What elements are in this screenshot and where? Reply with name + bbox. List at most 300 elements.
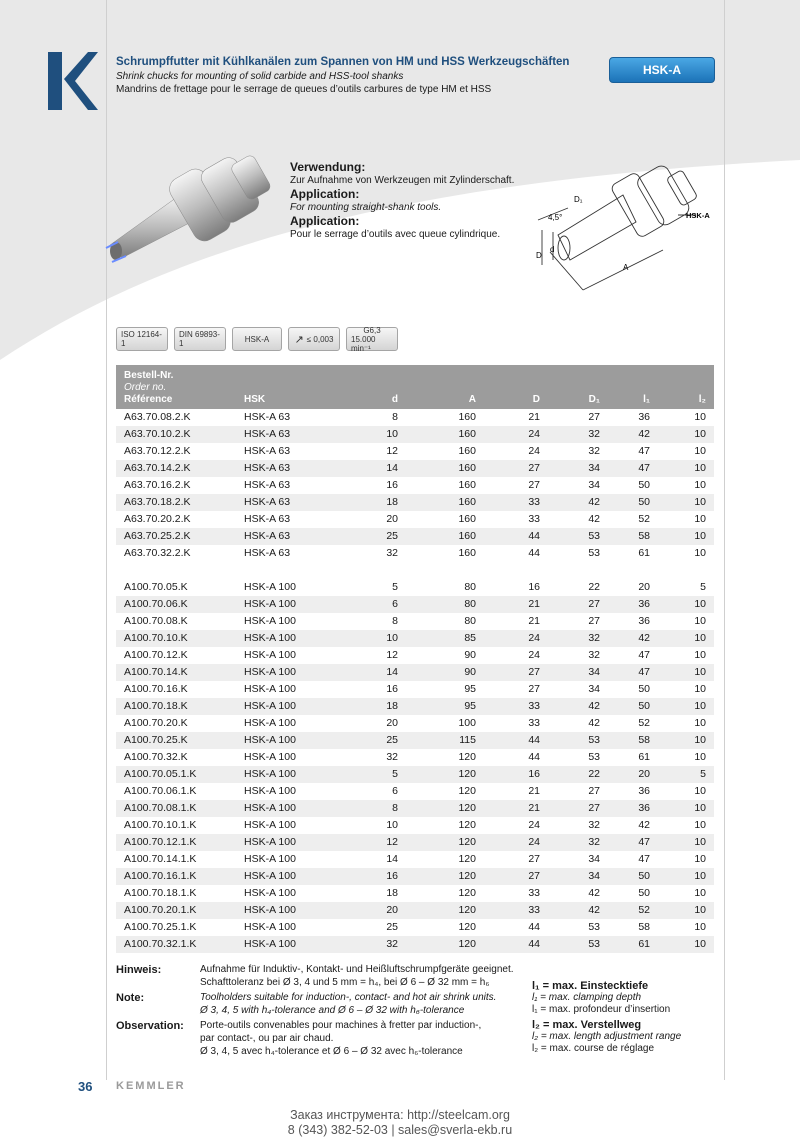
cell-hsk: HSK-A 100: [244, 649, 296, 661]
cell-l1: 47: [638, 666, 650, 678]
brand-name: KEMMLER: [116, 1080, 186, 1092]
table-row: [116, 494, 714, 511]
drawing-hsk-label: HSK-A: [686, 211, 710, 220]
cell-order-no: A100.70.32.K: [124, 751, 188, 763]
cell-hsk: HSK-A 63: [244, 479, 291, 491]
cell-A: 160: [458, 496, 476, 508]
cell-order-no: A100.70.08.1.K: [124, 802, 197, 814]
cell-l2: 10: [694, 700, 706, 712]
cell-A: 120: [458, 802, 476, 814]
cell-hsk: HSK-A 100: [244, 819, 296, 831]
usage-en-head: Application:: [290, 187, 360, 201]
cell-A: 160: [458, 411, 476, 423]
cell-D1: 34: [588, 666, 600, 678]
cell-hsk: HSK-A 63: [244, 513, 291, 525]
table-gap: [116, 562, 714, 579]
data-table: [116, 365, 714, 953]
table-row: [116, 902, 714, 919]
table-row: [116, 936, 714, 953]
footer-contact-line: 8 (343) 382-52-03 | sales@sverla-ekb.ru: [287, 1123, 513, 1137]
table-row: [116, 528, 714, 545]
cell-order-no: A63.70.08.2.K: [124, 411, 191, 423]
cell-l1: 36: [638, 802, 650, 814]
table-row: [116, 715, 714, 732]
cell-hsk: HSK-A 100: [244, 666, 296, 678]
cell-l2: 10: [694, 734, 706, 746]
drawing-D1-label: D₁: [574, 195, 583, 204]
header-l2: l₂: [698, 394, 706, 405]
cell-hsk: HSK-A 63: [244, 428, 291, 440]
cell-A: 160: [458, 513, 476, 525]
cell-l2: 10: [694, 683, 706, 695]
technical-drawing: [528, 160, 723, 300]
cell-D1: 53: [588, 734, 600, 746]
cell-A: 160: [458, 547, 476, 559]
cell-l2: 10: [694, 462, 706, 474]
cell-hsk: HSK-A 63: [244, 496, 291, 508]
margin-line-right: [724, 0, 725, 1080]
spec-badges: [116, 327, 398, 351]
drawing-A-label: A: [623, 263, 629, 272]
cell-d: 10: [386, 819, 398, 831]
cell-hsk: HSK-A 100: [244, 683, 296, 695]
cell-d: 8: [392, 802, 398, 814]
cell-order-no: A100.70.05.K: [124, 581, 188, 593]
cell-D: 33: [528, 700, 540, 712]
cell-l2: 10: [694, 938, 706, 950]
cell-d: 6: [392, 785, 398, 797]
usage-de-text: Zur Aufnahme von Werkzeugen mit Zylinderschaft.: [290, 175, 515, 186]
cell-hsk: HSK-A 100: [244, 887, 296, 899]
cell-l2: 10: [694, 479, 706, 491]
cell-order-no: A63.70.25.2.K: [124, 530, 191, 542]
legend-l1-en: l₁ = max. clamping depth: [532, 992, 642, 1003]
cell-D1: 27: [588, 785, 600, 797]
cell-l2: 10: [694, 496, 706, 508]
table-row: [116, 630, 714, 647]
table-row: [116, 426, 714, 443]
cell-l1: 47: [638, 853, 650, 865]
cell-l2: 10: [694, 853, 706, 865]
cell-hsk: HSK-A 100: [244, 853, 296, 865]
cell-l2: 10: [694, 887, 706, 899]
header-hsk: HSK: [244, 394, 266, 405]
table-group-hsk100: [116, 579, 714, 953]
balance-grade: G6,3: [363, 325, 381, 335]
cell-hsk: HSK-A 100: [244, 870, 296, 882]
cell-d: 18: [386, 496, 398, 508]
cell-hsk: HSK-A 100: [244, 598, 296, 610]
cell-D1: 32: [588, 428, 600, 440]
cell-A: 80: [464, 598, 476, 610]
cell-order-no: A100.70.20.K: [124, 717, 188, 729]
cell-order-no: A100.70.32.1.K: [124, 938, 197, 950]
table-row: [116, 749, 714, 766]
table-row: [116, 919, 714, 936]
cell-D1: 27: [588, 615, 600, 627]
cell-D: 21: [528, 411, 540, 423]
cell-l2: 5: [700, 768, 706, 780]
cell-d: 14: [386, 666, 398, 678]
cell-A: 120: [458, 819, 476, 831]
cell-D: 24: [528, 649, 540, 661]
balance-speed: 15.000 min⁻¹: [351, 334, 376, 353]
cell-order-no: A100.70.10.1.K: [124, 819, 197, 831]
cell-order-no: A100.70.25.K: [124, 734, 188, 746]
runout-arrow-icon: ↗: [294, 333, 304, 346]
table-row: [116, 664, 714, 681]
cell-A: 95: [464, 683, 476, 695]
table-row: [116, 511, 714, 528]
cell-A: 120: [458, 921, 476, 933]
cell-order-no: A100.70.14.1.K: [124, 853, 197, 865]
cell-D: 27: [528, 683, 540, 695]
cell-D: 24: [528, 445, 540, 457]
cell-D: 33: [528, 717, 540, 729]
cell-hsk: HSK-A 100: [244, 938, 296, 950]
table-row: [116, 681, 714, 698]
table-row: [116, 409, 714, 426]
cell-D1: 34: [588, 683, 600, 695]
cell-l1: 52: [638, 717, 650, 729]
cell-hsk: HSK-A 63: [244, 445, 291, 457]
cell-A: 95: [464, 700, 476, 712]
cell-A: 120: [458, 768, 476, 780]
cell-order-no: A100.70.05.1.K: [124, 768, 197, 780]
usage-fr-text: Pour le serrage d’outils avec queue cylindrique.: [290, 229, 501, 240]
legend-l2-head: l₂ = max. Verstellweg: [532, 1019, 642, 1031]
cell-D1: 53: [588, 530, 600, 542]
header-A: A: [468, 394, 476, 405]
cell-A: 85: [464, 632, 476, 644]
cell-d: 10: [386, 428, 398, 440]
header-ref-en: Order no.: [124, 382, 167, 393]
page-number: 36: [78, 1079, 93, 1094]
table-group-hsk63: [116, 409, 714, 562]
header-ref-de: Bestell-Nr.: [124, 370, 174, 381]
cell-hsk: HSK-A 100: [244, 734, 296, 746]
cell-d: 25: [386, 734, 398, 746]
cell-A: 120: [458, 853, 476, 865]
table-row: [116, 477, 714, 494]
table-row: [116, 851, 714, 868]
cell-l1: 61: [638, 751, 650, 763]
cell-d: 20: [386, 904, 398, 916]
usage-de-head: Verwendung:: [290, 160, 366, 174]
cell-l2: 10: [694, 819, 706, 831]
cell-D1: 32: [588, 836, 600, 848]
cell-order-no: A63.70.14.2.K: [124, 462, 191, 474]
table-row: [116, 545, 714, 562]
header-D: D: [532, 394, 540, 405]
cell-order-no: A100.70.12.K: [124, 649, 188, 661]
cell-order-no: A100.70.25.1.K: [124, 921, 197, 933]
cell-d: 18: [386, 887, 398, 899]
cell-d: 25: [386, 530, 398, 542]
cell-l2: 10: [694, 615, 706, 627]
legend-l1: [532, 980, 670, 1016]
cell-l1: 58: [638, 734, 650, 746]
cell-D: 33: [528, 513, 540, 525]
cell-l1: 36: [638, 615, 650, 627]
cell-l1: 52: [638, 513, 650, 525]
cell-d: 6: [392, 598, 398, 610]
note-line-2: Ø 3, 4, 5 with h₄-tolerance and Ø 6 – Ø 32 with h₆-tolerance: [200, 1005, 465, 1016]
cell-l1: 47: [638, 462, 650, 474]
cell-D: 27: [528, 853, 540, 865]
balance-badge: [346, 327, 398, 351]
table-row: [116, 647, 714, 664]
table-row: [116, 817, 714, 834]
header-d: d: [391, 394, 398, 405]
cell-l2: 10: [694, 802, 706, 814]
product-photo: [100, 150, 280, 275]
hsk-a-badge: HSK-A: [609, 57, 715, 83]
cell-A: 120: [458, 938, 476, 950]
table-row: [116, 732, 714, 749]
cell-l1: 36: [638, 785, 650, 797]
cell-d: 18: [386, 700, 398, 712]
cell-D: 27: [528, 666, 540, 678]
cell-A: 160: [458, 445, 476, 457]
cell-D1: 53: [588, 547, 600, 559]
cell-hsk: HSK-A 100: [244, 615, 296, 627]
cell-l1: 36: [638, 598, 650, 610]
cell-hsk: HSK-A 100: [244, 802, 296, 814]
cell-D1: 32: [588, 819, 600, 831]
cell-order-no: A100.70.16.K: [124, 683, 188, 695]
cell-l1: 42: [638, 632, 650, 644]
hinweis-label: Hinweis:: [116, 964, 162, 976]
legend-l2: [532, 1019, 681, 1055]
din-badge: DIN 69893-1: [174, 327, 226, 351]
cell-l1: 50: [638, 887, 650, 899]
cell-l2: 10: [694, 411, 706, 423]
title-de: Schrumpffutter mit Kühlkanälen zum Spannen von HM und HSS Werkzeugschäften: [116, 56, 570, 68]
cell-D1: 32: [588, 445, 600, 457]
cell-l2: 10: [694, 785, 706, 797]
cell-order-no: A100.70.12.1.K: [124, 836, 197, 848]
legend-l1-fr: l₁ = max. profondeur d’insertion: [532, 1004, 671, 1015]
cell-d: 32: [386, 938, 398, 950]
cell-D1: 42: [588, 717, 600, 729]
cell-l2: 10: [694, 649, 706, 661]
cell-l1: 58: [638, 921, 650, 933]
cell-A: 80: [464, 581, 476, 593]
cell-order-no: A100.70.08.K: [124, 615, 188, 627]
table-row: [116, 783, 714, 800]
table-row: [116, 613, 714, 630]
cell-l1: 61: [638, 938, 650, 950]
cell-l2: 10: [694, 904, 706, 916]
cell-D: 44: [528, 734, 540, 746]
cell-l2: 10: [694, 836, 706, 848]
cell-D1: 42: [588, 700, 600, 712]
cell-order-no: A63.70.12.2.K: [124, 445, 191, 457]
cell-l2: 10: [694, 547, 706, 559]
cell-d: 5: [392, 768, 398, 780]
cell-l2: 10: [694, 530, 706, 542]
legend-l1-head: l₁ = max. Einstecktiefe: [532, 980, 649, 992]
cell-d: 16: [386, 479, 398, 491]
cell-d: 12: [386, 445, 398, 457]
cell-d: 5: [392, 581, 398, 593]
cell-l2: 10: [694, 717, 706, 729]
cell-d: 20: [386, 513, 398, 525]
cell-d: 10: [386, 632, 398, 644]
cell-order-no: A100.70.06.1.K: [124, 785, 197, 797]
cell-D1: 34: [588, 870, 600, 882]
cell-l1: 42: [638, 819, 650, 831]
cell-D: 27: [528, 870, 540, 882]
note-line-1: Toolholders suitable for induction-, contact- and hot air shrink units.: [200, 992, 497, 1003]
cell-hsk: HSK-A 100: [244, 904, 296, 916]
cell-hsk: HSK-A 63: [244, 462, 291, 474]
cell-D1: 34: [588, 479, 600, 491]
table-row: [116, 766, 714, 783]
cell-hsk: HSK-A 63: [244, 411, 291, 423]
table-row: [116, 834, 714, 851]
cell-d: 32: [386, 751, 398, 763]
cell-D: 27: [528, 462, 540, 474]
table-row: [116, 443, 714, 460]
observation-line-2: par contact-, ou par air chaud.: [200, 1033, 334, 1044]
cell-l1: 47: [638, 649, 650, 661]
cell-d: 14: [386, 462, 398, 474]
cell-hsk: HSK-A 100: [244, 700, 296, 712]
table-row: [116, 868, 714, 885]
cell-order-no: A100.70.20.1.K: [124, 904, 197, 916]
cell-A: 120: [458, 887, 476, 899]
cell-l2: 10: [694, 428, 706, 440]
cell-A: 160: [458, 462, 476, 474]
cell-D1: 27: [588, 598, 600, 610]
cell-A: 160: [458, 530, 476, 542]
cell-hsk: HSK-A 100: [244, 717, 296, 729]
observation-line-1: Porte-outils convenables pour machines à fretter par induction-,: [200, 1020, 482, 1031]
cell-D1: 32: [588, 632, 600, 644]
cell-D: 44: [528, 751, 540, 763]
cell-D1: 53: [588, 938, 600, 950]
cell-A: 160: [458, 428, 476, 440]
cell-D1: 32: [588, 649, 600, 661]
cell-l2: 5: [700, 581, 706, 593]
cell-l2: 10: [694, 598, 706, 610]
cell-hsk: HSK-A 100: [244, 581, 296, 593]
table-row: [116, 596, 714, 613]
observation-label: Observation:: [116, 1020, 184, 1032]
cell-D: 21: [528, 598, 540, 610]
cell-l1: 50: [638, 683, 650, 695]
hinweis-line-2: Schafttoleranz bei Ø 3, 4 und 5 mm = h₄, bei Ø 6 – Ø 32 mm = h₆: [200, 977, 490, 988]
cell-A: 120: [458, 751, 476, 763]
table-header: [116, 365, 714, 409]
header-l1: l₁: [643, 394, 650, 405]
cell-D: 24: [528, 632, 540, 644]
cell-A: 120: [458, 904, 476, 916]
cell-D1: 34: [588, 853, 600, 865]
cell-D: 24: [528, 836, 540, 848]
cell-hsk: HSK-A 63: [244, 530, 291, 542]
cell-A: 120: [458, 836, 476, 848]
cell-d: 14: [386, 853, 398, 865]
cell-D1: 27: [588, 411, 600, 423]
runout-badge: [288, 327, 340, 351]
cell-hsk: HSK-A 63: [244, 547, 291, 559]
cell-l2: 10: [694, 632, 706, 644]
table-row: [116, 885, 714, 902]
cell-A: 120: [458, 785, 476, 797]
cell-D: 21: [528, 802, 540, 814]
cell-A: 90: [464, 649, 476, 661]
cell-l1: 47: [638, 445, 650, 457]
cell-A: 160: [458, 479, 476, 491]
cell-A: 100: [458, 717, 476, 729]
runout-value: ≤ 0,003: [306, 334, 334, 344]
title-block: [116, 55, 606, 96]
cell-hsk: HSK-A 100: [244, 768, 296, 780]
cell-l1: 61: [638, 547, 650, 559]
cell-D: 44: [528, 547, 540, 559]
cell-D: 44: [528, 530, 540, 542]
drawing-angle-label: 4,5°: [548, 213, 563, 222]
cell-l2: 10: [694, 921, 706, 933]
cell-D1: 53: [588, 921, 600, 933]
cell-D: 24: [528, 428, 540, 440]
cell-hsk: HSK-A 100: [244, 751, 296, 763]
cell-order-no: A63.70.20.2.K: [124, 513, 191, 525]
cell-d: 16: [386, 683, 398, 695]
cell-D1: 34: [588, 462, 600, 474]
cell-D: 24: [528, 819, 540, 831]
cell-D: 33: [528, 904, 540, 916]
hinweis-line-1: Aufnahme für Induktiv-, Kontakt- und Heißluftschrumpfgeräte geeignet.: [200, 964, 514, 975]
cell-D: 21: [528, 785, 540, 797]
hsk-spec-badge: HSK-A: [232, 327, 282, 351]
cell-D: 44: [528, 921, 540, 933]
cell-order-no: A63.70.16.2.K: [124, 479, 191, 491]
iso-badge: ISO 12164-1: [116, 327, 168, 351]
cell-D: 16: [528, 581, 540, 593]
cell-D: 21: [528, 615, 540, 627]
cell-D1: 42: [588, 904, 600, 916]
cell-l1: 58: [638, 530, 650, 542]
cell-l1: 50: [638, 700, 650, 712]
legend-l2-en: l₂ = max. length adjustment range: [532, 1031, 682, 1042]
observation-line-3: Ø 3, 4, 5 avec h₄-tolerance et Ø 6 – Ø 32 avec h₆-tolerance: [200, 1046, 463, 1057]
cell-d: 32: [386, 547, 398, 559]
note-label: Note:: [116, 992, 145, 1004]
cell-D1: 22: [588, 581, 600, 593]
cell-l2: 10: [694, 445, 706, 457]
cell-D: 16: [528, 768, 540, 780]
cell-D: 44: [528, 938, 540, 950]
cell-D1: 42: [588, 887, 600, 899]
table-row: [116, 800, 714, 817]
drawing-D-label: D: [536, 251, 542, 260]
cell-A: 90: [464, 666, 476, 678]
cell-l1: 50: [638, 479, 650, 491]
cell-order-no: A100.70.14.K: [124, 666, 188, 678]
cell-d: 12: [386, 649, 398, 661]
footer-order-line: Заказ инструмента: http://steelcam.org: [290, 1108, 510, 1122]
cell-l2: 10: [694, 751, 706, 763]
cell-l1: 36: [638, 411, 650, 423]
cell-A: 80: [464, 615, 476, 627]
cell-order-no: A100.70.16.1.K: [124, 870, 197, 882]
title-en: Shrink chucks for mounting of solid carbide and HSS-tool shanks: [116, 71, 404, 82]
cell-order-no: A63.70.18.2.K: [124, 496, 191, 508]
